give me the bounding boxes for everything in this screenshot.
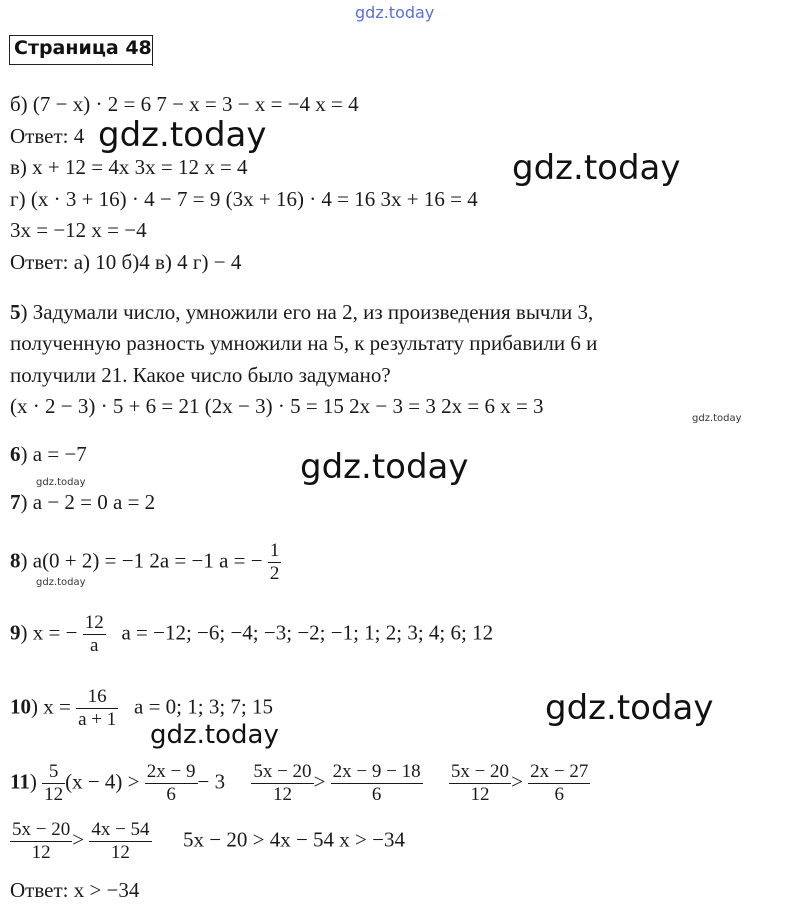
fraction-5-12 — [42, 761, 65, 806]
fraction-denominator: 12 — [110, 842, 130, 863]
solution-b-line: б) (7 − x) · 2 = 6 7 − x = 3 − x = −4 x = 4 — [10, 92, 359, 116]
watermark-small-2: gdz.today — [36, 477, 86, 488]
page-title: Страница 48 — [14, 37, 152, 59]
solution-g-line2: 3x = −12 x = −4 — [10, 218, 147, 242]
problem-11-result: 5x − 20 > 4x − 54 x > −34 — [183, 827, 405, 852]
problem-11-line-1: 11) $\frac{5}{12}$ (x − 4) > $\frac{2x - 9}{6}$ − 3 $\frac{5x - 20}{12}$ > $\frac{2x - 9 - 18}{6}$ $\frac{5x - 20}{12}$ > $\frac{2x - 27}{6}$ — [10, 761, 589, 805]
problem-10-lhs: ) x = — [31, 694, 71, 719]
watermark-top: gdz.today — [355, 3, 435, 22]
fraction-denominator: 2 — [269, 563, 280, 584]
problem-9-lhs: ) x = − — [20, 620, 78, 645]
problem-10-fraction — [76, 686, 118, 731]
fraction-numerator: 1 — [269, 540, 280, 561]
fraction-denominator: a + 1 — [78, 709, 117, 730]
problem-6 — [10, 441, 87, 467]
fraction-numerator: 2x − 9 − 18 — [332, 761, 421, 782]
fraction-denominator: a — [89, 635, 99, 656]
fraction-denominator: 12 — [44, 784, 64, 805]
solution-g-line1: г) (x · 3 + 16) · 4 − 7 = 9 (3x + 16) · 4 = 16 3x + 16 = 4 — [10, 187, 478, 211]
fraction-4x-54 — [89, 819, 151, 864]
fraction-5x-20-c — [10, 819, 72, 864]
problem-7-equation: ) a − 2 = 0 a = 2 — [20, 490, 156, 514]
problem-11-term: (x − 4) > — [65, 769, 140, 794]
fraction-denominator: 12 — [272, 784, 292, 805]
watermark-4: gdz.today — [150, 720, 279, 750]
problem-11-minus-3: − 3 — [197, 769, 226, 794]
solution-v-line: в) x + 12 = 4x 3x = 12 x = 4 — [10, 155, 248, 179]
watermark-small-1: gdz.today — [692, 413, 742, 424]
fraction-numerator: 2x − 9 — [146, 761, 196, 782]
problem-6-number: 6 — [10, 442, 21, 466]
fraction-denominator: 12 — [470, 784, 490, 805]
fraction-numerator: 16 — [76, 686, 118, 709]
problem-7-number: 7 — [10, 490, 21, 514]
fraction-5x-20-b — [449, 761, 511, 806]
problem-5-text-1 — [10, 299, 593, 325]
watermark-1: gdz.today — [98, 115, 267, 155]
watermark-2: gdz.today — [512, 148, 681, 188]
problem-5-text-2: полученную разность умножили на 5, к результату прибавили 6 и — [10, 331, 598, 355]
fraction-2x-27 — [528, 761, 590, 806]
problem-5-equation: (x · 2 − 3) · 5 + 6 = 21 (2x − 3) · 5 = 15 2x − 3 = 3 2x = 6 x = 3 — [10, 394, 544, 418]
fraction-numerator: 5x − 20 — [450, 761, 510, 782]
fraction-numerator: 5x − 20 — [12, 819, 71, 840]
answer-all: Ответ: а) 10 б)4 в) 4 г) − 4 — [10, 250, 242, 274]
problem-7 — [10, 489, 155, 515]
problem-5-text-3: получили 21. Какое число было задумано? — [10, 363, 391, 387]
fraction-denominator: 6 — [554, 784, 565, 805]
fraction-numerator: 5 — [42, 761, 65, 784]
fraction-2x-9-18 — [331, 761, 423, 806]
problem-11-line-2 — [10, 819, 405, 864]
fraction-numerator: 12 — [84, 612, 104, 633]
problem-9-number: 9 — [10, 620, 21, 645]
fraction-denominator: 6 — [371, 784, 382, 805]
problem-6-equation: ) a = −7 — [20, 442, 87, 466]
answer-b: Ответ: 4 — [10, 124, 85, 148]
fraction-numerator: 4x − 54 — [91, 819, 150, 840]
problem-9-values: a = −12; −6; −4; −3; −2; −1; 1; 2; 3; 4; 6; 12 — [121, 620, 494, 645]
watermark-3: gdz.today — [300, 447, 469, 487]
fraction-denominator: 6 — [166, 784, 176, 805]
problem-5-line-1: ) Задумали число, умножили его на 2, из произведения вычли 3, — [20, 300, 594, 324]
problem-8-fraction — [268, 540, 282, 585]
fraction-numerator: 5x − 20 — [253, 761, 312, 782]
answer-11: Ответ: x > −34 — [10, 878, 140, 902]
fraction-numerator: 2x − 27 — [530, 761, 589, 782]
gt-sign: > — [72, 827, 85, 852]
watermark-5: gdz.today — [545, 688, 714, 728]
problem-8-equation: ) a(0 + 2) = −1 2a = −1 a = − — [20, 548, 263, 573]
problem-11-number: 11 — [10, 769, 30, 794]
page-title-box — [9, 35, 152, 65]
problem-5-number: 5 — [10, 300, 21, 324]
fraction-5x-20-a — [251, 761, 313, 806]
watermark-small-3: gdz.today — [36, 577, 86, 588]
gt-sign: > — [511, 769, 523, 794]
problem-9 — [10, 612, 493, 657]
problem-10-values: a = 0; 1; 3; 7; 15 — [134, 694, 274, 719]
fraction-denominator: 12 — [31, 842, 51, 863]
problem-10-number: 10 — [10, 694, 31, 719]
fraction-2x-9 — [145, 761, 198, 806]
problem-9-fraction — [83, 612, 106, 657]
problem-8-number: 8 — [10, 548, 21, 573]
gt-sign: > — [313, 769, 326, 794]
